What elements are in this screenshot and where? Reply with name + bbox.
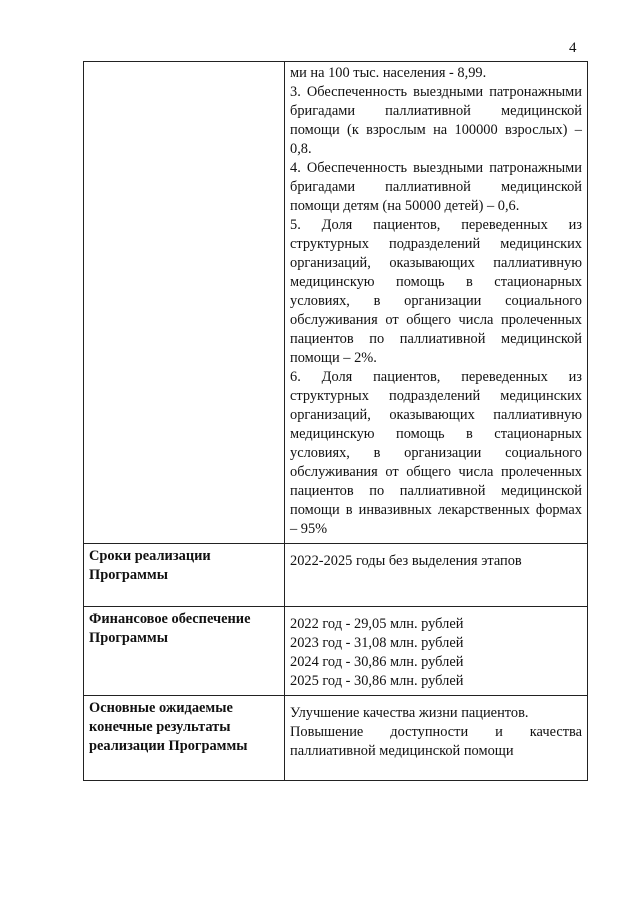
finance-label-cell: Финансовое обеспечение Программы — [84, 607, 285, 696]
finance-line: 2022 год - 29,05 млн. рублей — [290, 616, 464, 632]
terms-label-cell: Сроки реализации Программы — [84, 544, 285, 607]
page-number: 4 — [569, 40, 577, 56]
table-row-finance — [84, 607, 588, 696]
results-label-cell: Основные ожидаемые конечные результаты реализации Программы — [84, 696, 285, 781]
table-row-terms — [84, 544, 588, 607]
indicators-content-cell — [285, 62, 588, 544]
table-row-indicators — [84, 62, 588, 544]
indicator-paragraph: ми на 100 тыс. населения - 8,99. — [290, 65, 487, 81]
finance-line: 2024 год - 30,86 млн. рублей — [290, 654, 464, 670]
terms-value: 2022-2025 годы без выделения этапов — [290, 553, 522, 569]
indicator-paragraph: 3. Обеспеченность выездными патронажными бригадами паллиативной медицинской помощи (к взрослым на 100000 взрослых) – 0,8. — [290, 84, 582, 157]
indicator-paragraph: 6. Доля пациентов, переведенных из структурных подразделений медицинских организаций, оказывающих паллиативную медицинскую помощь в стационарных условиях, в организации социального обслуживания от общего числа пролеченных пациентов по паллиативной медицинской помощи в инвазивных лекарственных формах – 95% — [290, 369, 582, 537]
indicators-label-cell — [84, 62, 285, 544]
results-line: Повышение доступности и качества паллиативной медицинской помощи — [290, 724, 582, 759]
finance-line: 2023 год - 31,08 млн. рублей — [290, 635, 464, 651]
finance-content-cell — [285, 607, 588, 696]
results-line: Улучшение качества жизни пациентов. — [290, 705, 529, 721]
results-content-cell — [285, 696, 588, 781]
terms-content-cell — [285, 544, 588, 607]
finance-line: 2025 год - 30,86 млн. рублей — [290, 673, 464, 689]
indicator-paragraph: 4. Обеспеченность выездными патронажными бригадами паллиативной медицинской помощи детям (на 50000 детей) – 0,6. — [290, 160, 582, 214]
indicator-paragraph: 5. Доля пациентов, переведенных из структурных подразделений медицинских организаций, оказывающих паллиативную медицинскую помощь в стационарных условиях, в организации социального обслуживания от общего числа пролеченных пациентов по паллиативной медицинской помощи – 2%. — [290, 217, 582, 366]
table-row-results — [84, 696, 588, 781]
program-passport-table — [83, 61, 588, 781]
